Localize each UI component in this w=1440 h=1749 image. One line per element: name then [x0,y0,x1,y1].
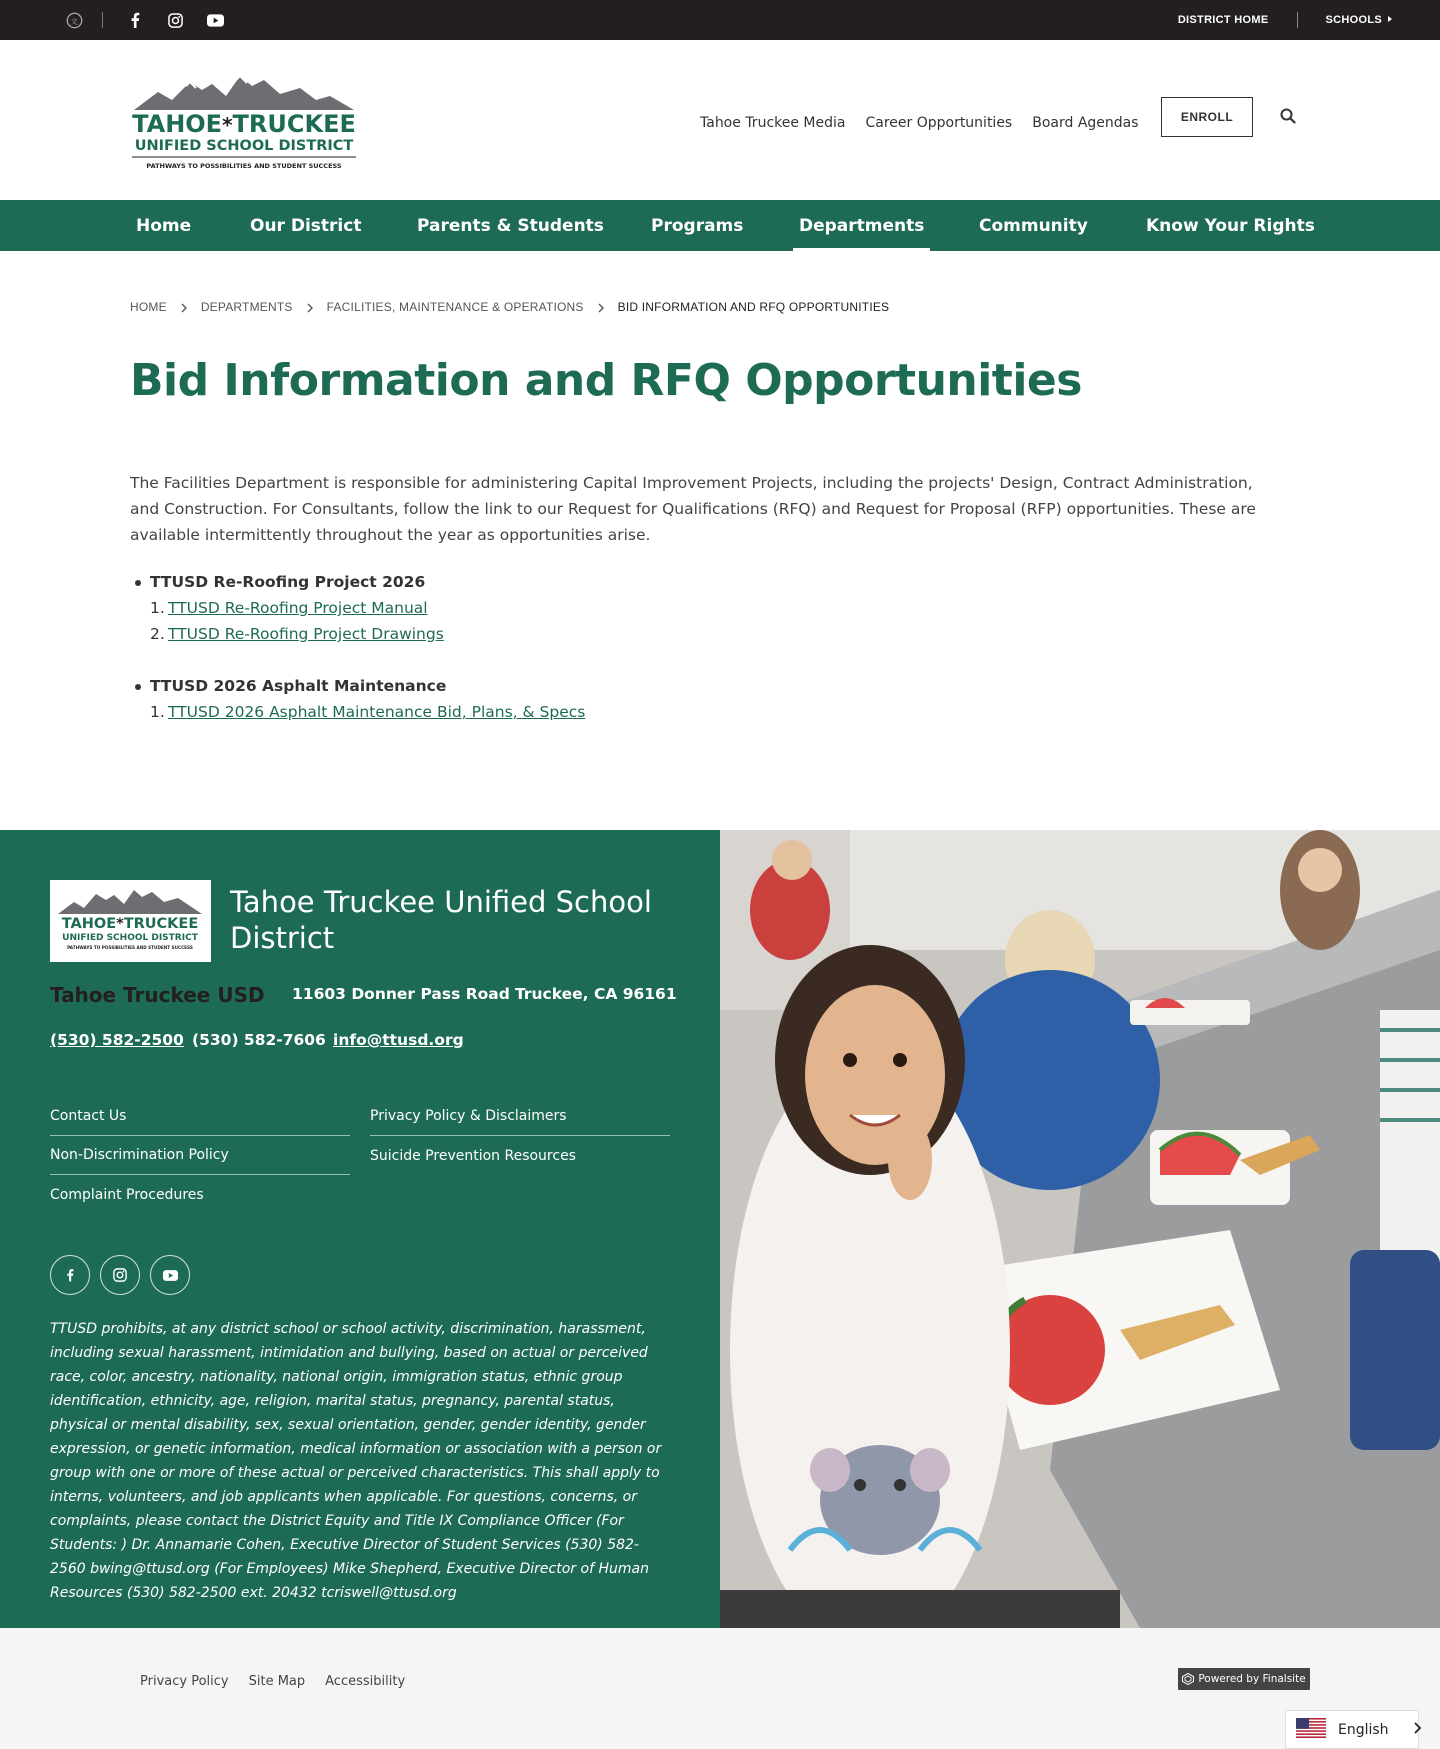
nav-departments[interactable]: Departments [799,200,924,251]
complaint-procedures-link[interactable]: Complaint Procedures [50,1186,204,1203]
footer-address: 11603 Donner Pass Road [292,985,510,1003]
list-item [130,569,1230,647]
search-icon[interactable] [1280,108,1300,128]
list-item: 1. TTUSD Re-Roofing Project Manual [150,599,428,617]
chevron-right-icon [1413,1722,1423,1738]
list-item: 2. TTUSD Re-Roofing Project Drawings [150,625,444,643]
bottom-bar [0,1628,1440,1749]
breadcrumb-departments[interactable]: DEPARTMENTS [200,300,293,314]
project-list [130,569,1230,751]
svg-text:文: 文 [69,16,78,26]
accessibility-link[interactable]: Accessibility [325,1674,406,1689]
nav-parents-students[interactable]: Parents & Students [417,215,604,236]
contact-us-link[interactable]: Contact Us [50,1097,350,1136]
intro-paragraph: The Facilities Department is responsible for administering Capital Improvement Projects, including the projects' Design, Contract Administration, and Construction. For Consultants, follow the link to our Request for Qualifications (RFQ) and Request for Proposal (RFP) opportunities. These are available intermittently throughout the year as opportunities arise. [130,474,1256,544]
breadcrumb-home[interactable]: HOME [130,300,167,314]
page-title: Bid Information and RFQ Opportunities [130,355,1082,406]
powered-by-label: Powered by Finalsite [1198,1673,1306,1685]
topbar-right [1178,0,1392,40]
footer-logo-tagline: PATHWAYS TO POSSIBILITIES AND STUDENT SUCCESS [67,945,193,950]
topbar-divider [102,12,103,28]
youtube-icon[interactable] [150,1255,190,1295]
finalsite-icon [1182,1673,1194,1685]
nav-home[interactable]: Home [136,215,192,236]
us-flag-icon [1296,1718,1326,1742]
language-label: English [1338,1721,1389,1738]
powered-by-badge[interactable] [1178,1668,1310,1690]
footer-logo-sub: UNIFIED SCHOOL DISTRICT [62,933,198,943]
schools-dropdown[interactable] [1326,14,1393,26]
privacy-policy-link[interactable]: Privacy Policy [140,1674,229,1689]
site-map-link[interactable]: Site Map [248,1674,306,1689]
caret-right-icon [1388,16,1392,22]
footer-fax: (530) 582-7606 [192,1031,326,1049]
career-opportunities-link[interactable]: Career Opportunities [865,115,1013,131]
instagram-icon[interactable] [165,10,185,30]
district-logo[interactable] [130,70,358,174]
non-discrimination-notice: TTUSD prohibits, at any district school or school activity, discrimination, harassment, including sexual harassment, intimidation and bullying, based on actual or perceived race, color, ancestry, nationality, national origin, immigration status, ethnic group identification, ethnicity, age, religion, marital status, pregnancy, parental status, physical or mental disability, sex, sexual orientation, gender, gender identity, gender expression, or genetic information, medical information or association with a person or group with one or more of these actual or perceived characteristics. This shall apply to interns, volunteers, and job applicants when applicable. For questions, concerns, or complaints, please contact the District Equity and Title IX Compliance Officer (For Students: ) Dr. Annamarie Cohen, Executive Director of Student Services (530) 582-2560 bwing@ttusd.org (For Employees) Mike Shepherd, Executive Director of Human Resources (530) 582-2500 ext. 20432 tcriswell@ttusd.org [50,1321,662,1601]
footer-district-name: Tahoe Truckee Unified School District [230,885,652,955]
breadcrumb [130,300,889,314]
suicide-prevention-link[interactable]: Suicide Prevention Resources [370,1147,576,1164]
schools-label: SCHOOLS [1325,14,1382,26]
footer-phone[interactable]: (530) 582-2500 [50,1031,184,1049]
nav-programs[interactable]: Programs [651,215,744,236]
site-header [0,40,1440,200]
footer-photo [720,830,1440,1628]
project-title: TTUSD 2026 Asphalt Maintenance [130,673,1230,699]
tahoe-truckee-media-link[interactable]: Tahoe Truckee Media [700,115,846,131]
footer-logo-text: TAHOE*TRUCKEE [61,916,199,932]
board-agendas-link[interactable]: Board Agendas [1032,115,1139,131]
topbar-social [64,0,245,40]
instagram-icon[interactable] [100,1255,140,1295]
reroofing-drawings-link[interactable]: TTUSD Re-Roofing Project Drawings [168,625,444,643]
site-footer [0,830,720,1628]
nav-our-district[interactable]: Our District [250,215,362,236]
enroll-button[interactable]: ENROLL [1161,97,1253,137]
breadcrumb-facilities[interactable]: FACILITIES, MAINTENANCE & OPERATIONS [326,300,584,314]
bottom-links [140,1674,425,1689]
chevron-right-icon [179,302,189,312]
facebook-icon[interactable] [125,10,145,30]
list-item: 1. TTUSD 2026 Asphalt Maintenance Bid, Plans, & Specs [150,703,586,721]
header-links [700,115,1159,131]
topbar-divider [1297,12,1298,28]
chevron-right-icon [305,302,315,312]
asphalt-bid-link[interactable]: TTUSD 2026 Asphalt Maintenance Bid, Plans, & Specs [168,703,586,721]
list-item [130,673,1230,725]
district-home-link[interactable]: DISTRICT HOME [1177,14,1269,26]
nav-know-your-rights[interactable]: Know Your Rights [1146,215,1315,236]
privacy-disclaimers-link[interactable]: Privacy Policy & Disclaimers [370,1097,670,1136]
translate-icon[interactable] [64,10,84,30]
non-discrimination-link[interactable]: Non-Discrimination Policy [50,1136,350,1175]
logo-text-main: TAHOE*TRUCKEE [132,110,356,138]
footer-email[interactable]: info@ttusd.org [333,1031,464,1049]
language-selector[interactable] [1285,1710,1419,1749]
footer-social [50,1255,200,1295]
logo-text-sub: UNIFIED SCHOOL DISTRICT [134,138,354,154]
logo-tagline: PATHWAYS TO POSSIBILITIES AND STUDENT SUCCESS [146,162,342,170]
project-title: TTUSD Re-Roofing Project 2026 [130,569,1230,595]
nav-community[interactable]: Community [979,215,1088,236]
main-nav [0,200,1440,251]
chevron-right-icon [596,302,606,312]
reroofing-manual-link[interactable]: TTUSD Re-Roofing Project Manual [168,599,428,617]
footer-logo[interactable] [50,880,211,962]
breadcrumb-current: BID INFORMATION AND RFQ OPPORTUNITIES [617,300,890,314]
utility-bar [0,0,1440,40]
facebook-icon[interactable] [50,1255,90,1295]
footer-short-name: Tahoe Truckee USD [50,983,265,1007]
footer-city: Truckee, CA 96161 [515,985,677,1003]
youtube-icon[interactable] [205,10,225,30]
